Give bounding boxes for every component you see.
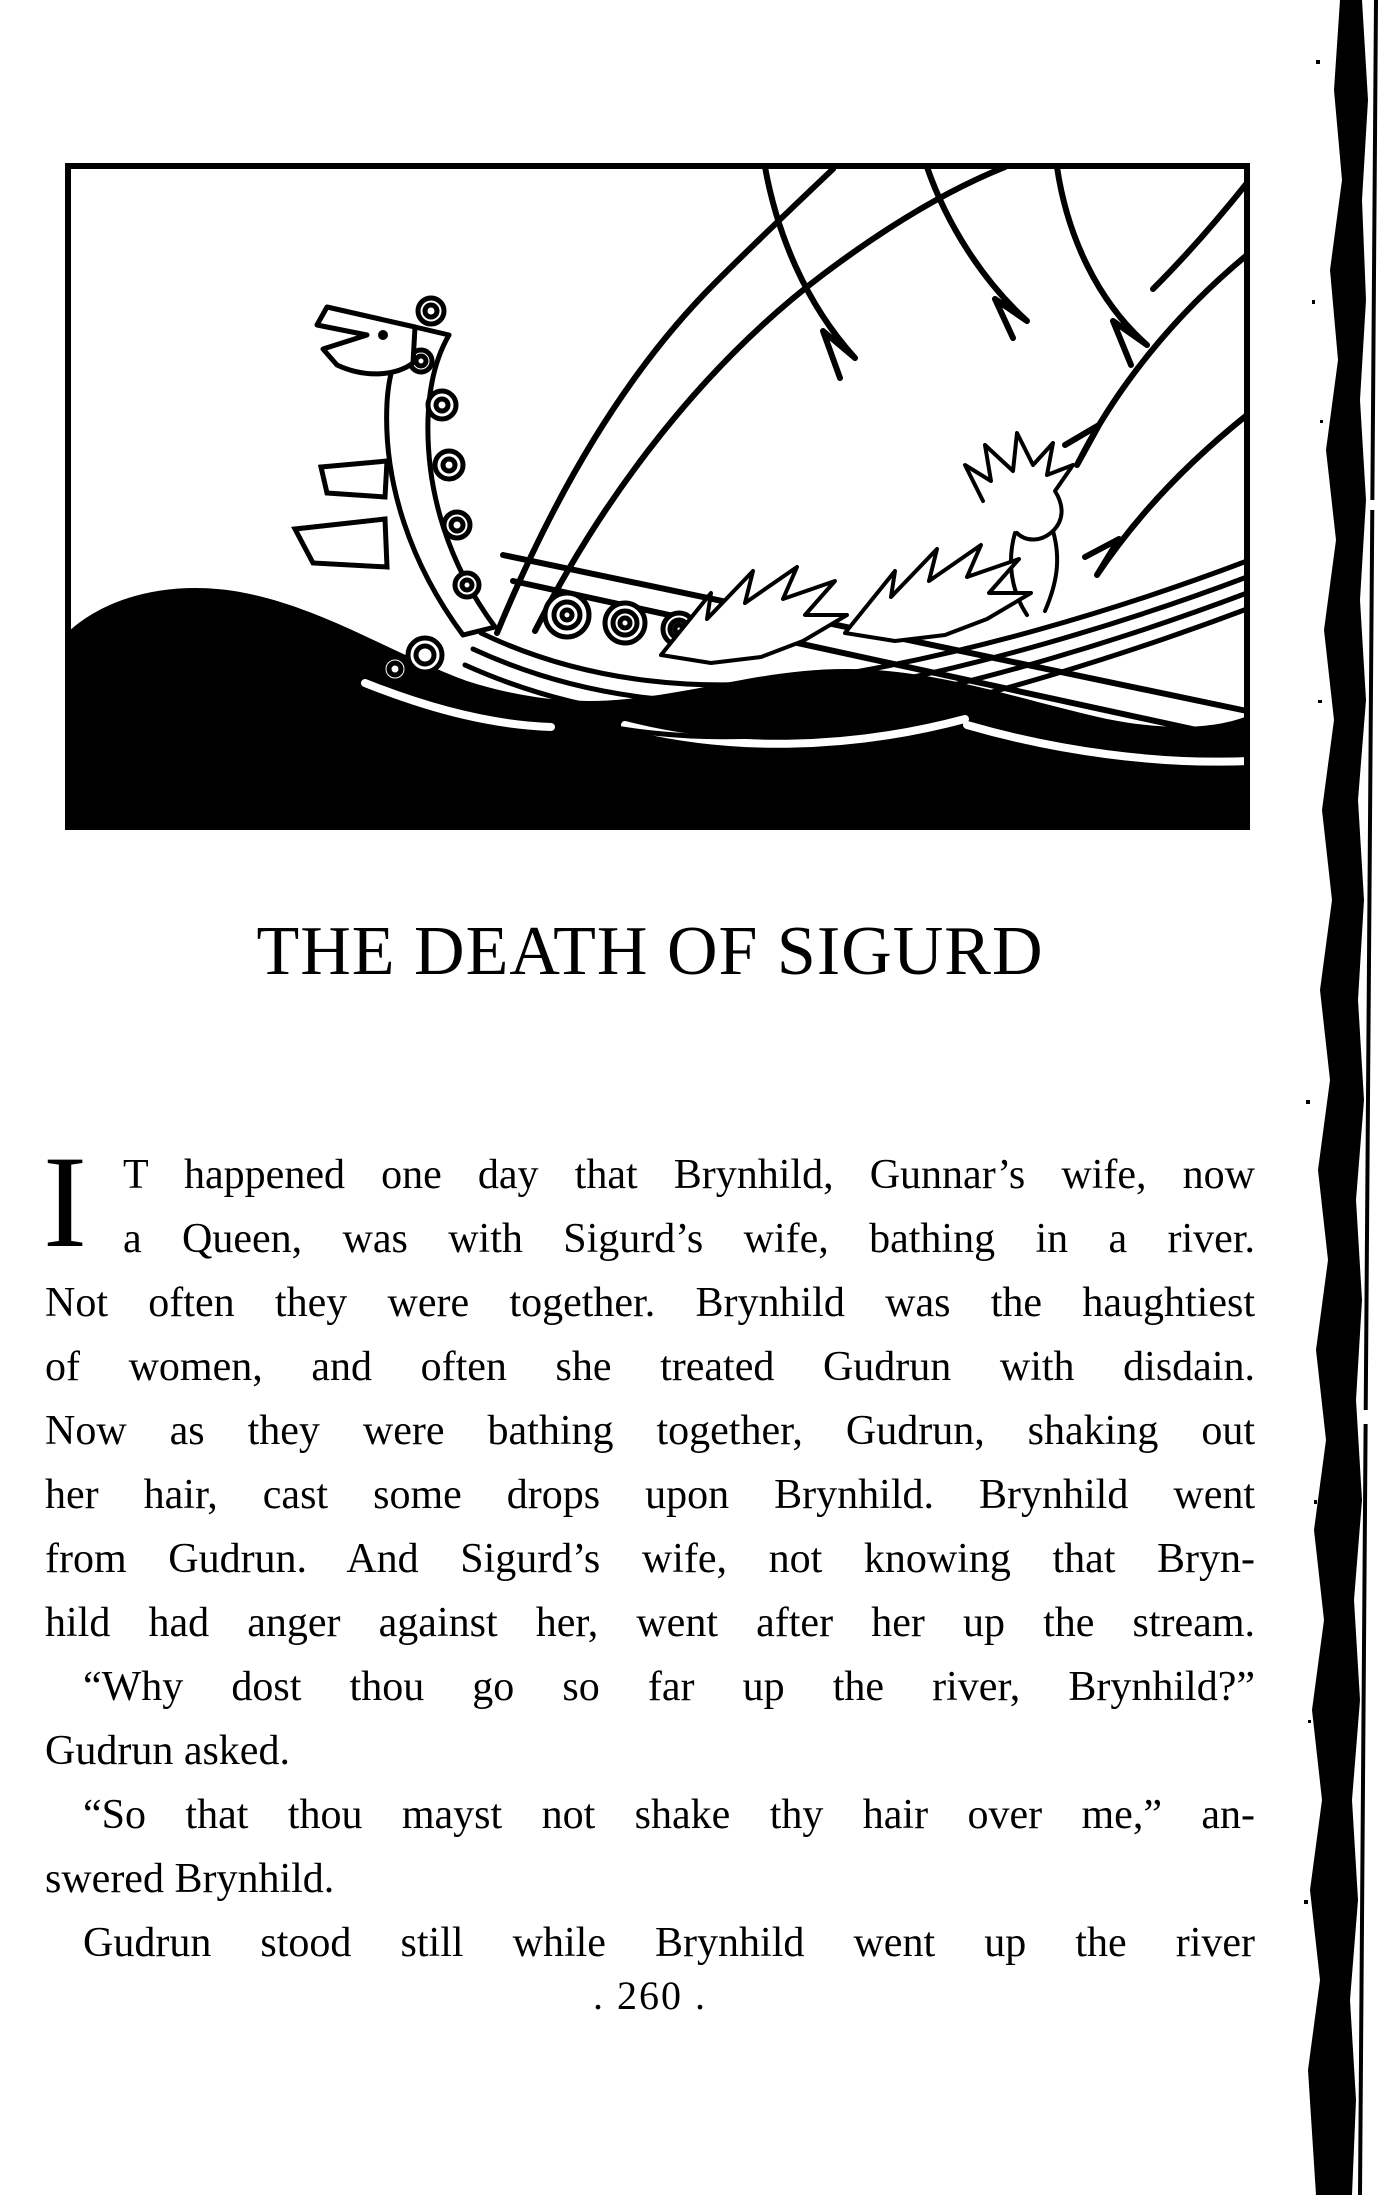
ship-illustration: [65, 163, 1250, 830]
text-line: “So that thou mayst not shake thy hair over me,” an-: [83, 1792, 1255, 1838]
text-line: from Gudrun. And Sigurd’s wife, not knowing that Bryn-: [45, 1536, 1255, 1582]
text-line: Gudrun stood still while Brynhild went up the river: [83, 1920, 1255, 1966]
text-line: T happened one day that Brynhild, Gunnar’s wife, now: [123, 1152, 1255, 1198]
text-line: Gudrun asked.: [45, 1728, 290, 1774]
illustration-frame: [65, 163, 1250, 830]
text-line: swered Brynhild.: [45, 1856, 335, 1902]
text-line: a Queen, was with Sigurd’s wife, bathing in a river.: [123, 1216, 1255, 1262]
text-line: Now as they were bathing together, Gudrun, shaking out: [45, 1408, 1255, 1454]
drop-cap: I: [43, 1128, 87, 1275]
text-line: hild had anger against her, went after her up the stream.: [45, 1600, 1255, 1646]
page-number: . 260 .: [593, 1973, 707, 2018]
binding-gutter-band: [1296, 0, 1390, 2195]
text-line: her hair, cast some drops upon Brynhild. Brynhild went: [45, 1472, 1255, 1518]
story-text: [43, 1128, 1255, 1975]
text-line: Not often they were together. Brynhild was the haughtiest: [45, 1280, 1255, 1326]
chapter-title: THE DEATH OF SIGURD: [256, 913, 1044, 990]
dragon-eye: [378, 330, 388, 340]
text-line: of women, and often she treated Gudrun with disdain.: [45, 1344, 1255, 1390]
text-line: “Why dost thou go so far up the river, Brynhild?”: [83, 1664, 1255, 1710]
